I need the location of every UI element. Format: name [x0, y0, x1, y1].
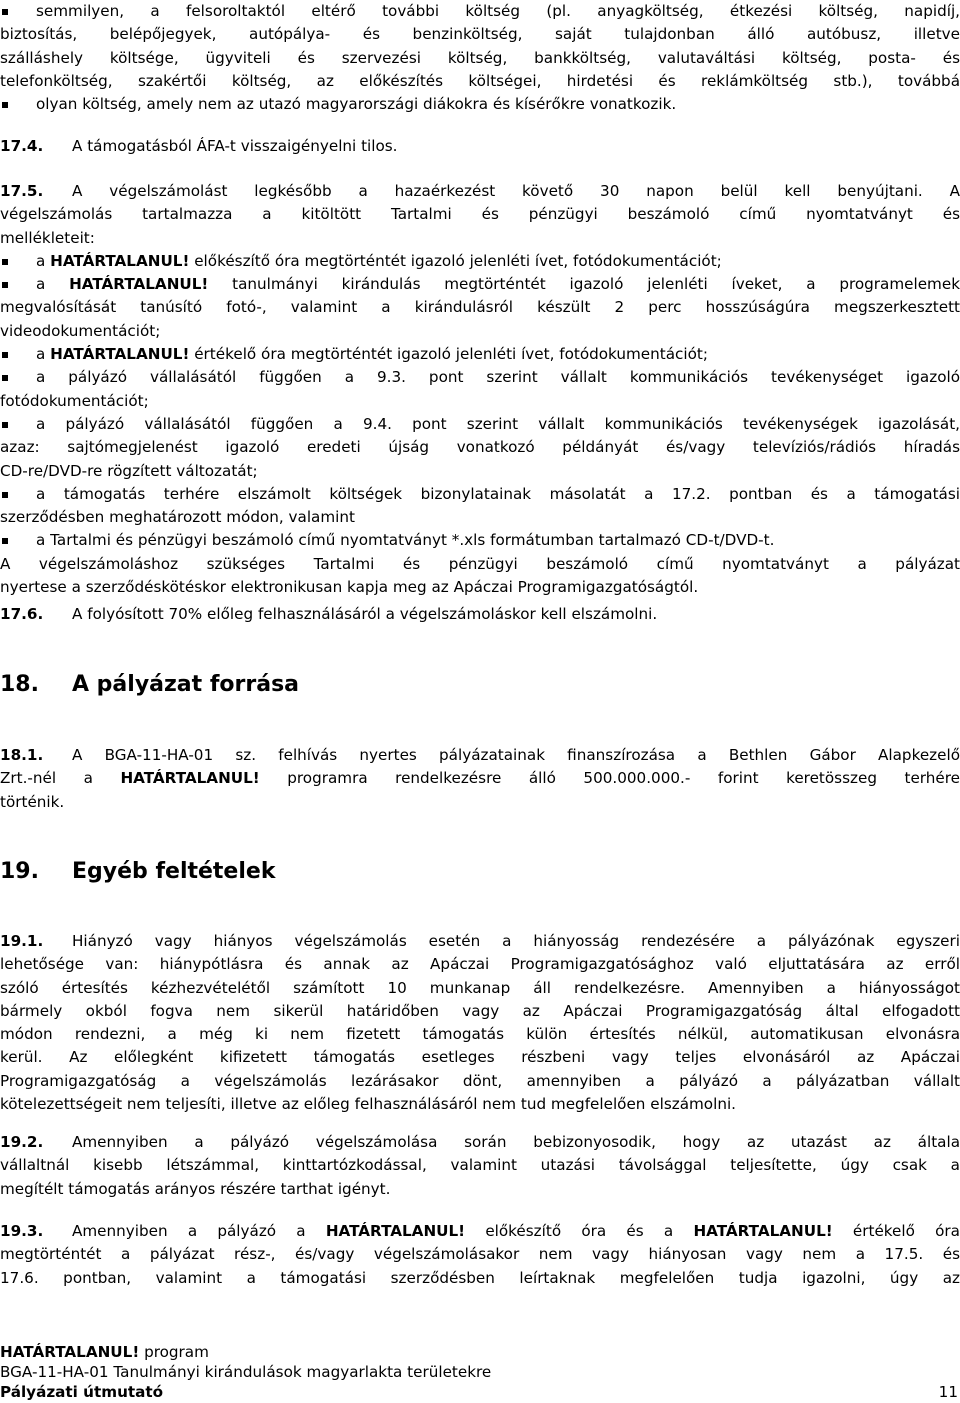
- text-line: bármely okból fogva nem sikerül határidőben vagy az Apáczai Programigazgatóság által elfogadott: [0, 1001, 960, 1020]
- bullet-square-icon: [2, 538, 8, 544]
- brand-text: HATÁRTALANUL!: [69, 275, 209, 294]
- text-line: Hiányzó vagy hiányos végelszámolás esetén a hiányosság rendezésére a pályázónak egyszeri: [72, 932, 960, 950]
- text-line: azaz: sajtómegjelenést igazoló eredeti újság vonatkozó példányát és/vagy televíziós/rádiós híradás: [0, 438, 960, 457]
- bullet-square-icon: [2, 492, 8, 498]
- heading-18: [0, 670, 960, 700]
- section-18-1: [0, 744, 960, 814]
- text-line: Amennyiben a pályázó végelszámolása során bebizonyosodik, hogy az utazást az általa: [72, 1133, 960, 1151]
- text-line: megítélt támogatás arányos részére tarthat igényt.: [0, 1179, 391, 1198]
- section-19-1: [0, 930, 960, 1116]
- brand-text: HATÁRTALANUL!: [693, 1222, 833, 1240]
- text-line: lehetősége van: hiánypótlásra és annak az Apáczai Programigazgatósághoz való eljuttatására az erről: [0, 955, 960, 974]
- footer-doc-row: [0, 1382, 960, 1402]
- section-number: 17.6.: [0, 605, 44, 623]
- list-item: a HATÁRTALANUL! értékelő óra megtörténtét igazoló jelenléti ívet, fotódokumentációt;: [0, 343, 960, 366]
- brand-text: HATÁRTALANUL!: [50, 251, 190, 270]
- section-number: 18.1.: [0, 746, 44, 764]
- text-line: CD-re/DVD-re rögzített változatát;: [0, 461, 258, 480]
- text-line: semmilyen, a felsoroltaktól eltérő további költség (pl. anyagköltség, étkezési költség, napidíj,: [36, 2, 960, 20]
- text-line: 17.6. pontban, valamint a támogatási szerződésben leírtaknak megfelelően tudja igazolni, úgy az: [0, 1268, 960, 1287]
- text-line: Zrt.-nél a HATÁRTALANUL! programra rendelkezésre álló 500.000.000.- forint keretösszeg terhére: [0, 769, 960, 788]
- text-line: történik.: [0, 792, 65, 811]
- bullet-square-icon: [2, 259, 8, 265]
- text-line: A végelszámolást legkésőbb a hazaérkezést követő 30 napon belül kell benyújtani. A: [72, 182, 960, 200]
- bullet-square-icon: [2, 422, 8, 428]
- footer-brand: HATÁRTALANUL!: [0, 1343, 140, 1361]
- section-number: 17.4.: [0, 137, 44, 155]
- text-line: telefonköltség, szakértői költség, az előkészítés költségei, hirdetési és reklámköltség stb.), továbbá: [0, 71, 960, 90]
- section-19-2: [0, 1131, 960, 1201]
- heading-19: [0, 857, 960, 887]
- text-line: megvalósítását tanúsító fotó-, valamint a kirándulásról készült 2 perc hosszúságúra megszerkesztett: [0, 298, 960, 317]
- section-19-3: 19.3. Amennyiben a pályázó a HATÁRTALANUL! előkészítő óra és a HATÁRTALANUL! értékelő óra megtörténtét a pályázat rész-, és/vagy végelszámolásakor nem vagy hiányosan vagy nem a 17.5. és 17.6. pontban, valamint a támogatási szerződésben leírtaknak megfelelően tudja igazolni, úgy az: [0, 1220, 960, 1290]
- list-item: a HATÁRTALANUL! tanulmányi kirándulás megtörténtét igazoló jelenléti íveket, a programelemek: [0, 273, 960, 296]
- section-number: 17.5.: [0, 182, 44, 200]
- text-line: módon rendezni, a még ki nem fizetett támogatás külön értesítés nélkül, automatikusan elvonásra: [0, 1025, 960, 1044]
- heading-title: A pályázat forrása: [72, 672, 300, 697]
- footer-subtitle: BGA-11-HA-01 Tanulmányi kirándulások magyarlakta területekre: [0, 1363, 492, 1381]
- bullet-square-icon: [2, 282, 8, 288]
- text-line: végelszámolás tartalmazza a kitöltött Tartalmi és pénzügyi beszámoló című nyomtatványt és: [0, 205, 960, 224]
- section-number: 19.1.: [0, 932, 44, 950]
- list-item: a Tartalmi és pénzügyi beszámoló című nyomtatványt *.xls formátumban tartalmazó CD-t/DVD-t.: [0, 529, 960, 552]
- text-line: fotódokumentációt;: [0, 391, 149, 410]
- list-item: a HATÁRTALANUL! előkészítő óra megtörténtét igazoló jelenléti ívet, fotódokumentációt;: [0, 250, 960, 273]
- paragraph-text: A támogatásból ÁFA-t visszaigényelni tilos.: [72, 137, 398, 155]
- text-line: A BGA-11-HA-01 sz. felhívás nyertes pályázatainak finanszírozása a Bethlen Gábor Alapkezelő: [72, 746, 960, 764]
- list-item: [0, 0, 960, 23]
- footer-program-word: program: [139, 1343, 209, 1361]
- bullet-square-icon: [2, 102, 8, 108]
- list-item: [0, 93, 960, 116]
- text-line: szálláshely költsége, ügyviteli és szervezési költség, bankköltség, valutaváltási költség, posta- és: [0, 48, 960, 67]
- heading-number: 18.: [0, 672, 39, 697]
- section-number: 19.2.: [0, 1133, 44, 1151]
- section-number: 19.3.: [0, 1222, 44, 1240]
- footer-doc-title: Pályázati útmutató: [0, 1383, 164, 1401]
- text-line: videodokumentációt;: [0, 321, 161, 340]
- list-item: a pályázó vállalásától függően a 9.3. pont szerint vállalt kommunikációs tevékenységet igazoló: [0, 366, 960, 389]
- text-line: Programigazgatóság a végelszámolás lezárásakor dönt, amennyiben a pályázó a pályázatban vállalt: [0, 1071, 960, 1090]
- bullet-square-icon: [2, 9, 8, 15]
- section-17-4: [0, 135, 960, 158]
- brand-text: HATÁRTALANUL!: [50, 345, 190, 364]
- text-line: szóló értesítés kézhezvételétől számított 10 munkanap áll rendelkezésre. Amennyiben a hiányosságot: [0, 978, 960, 997]
- section-17-5: [0, 180, 960, 599]
- brand-text: HATÁRTALANUL!: [325, 1222, 466, 1240]
- text-line: vállaltnál kisebb létszámmal, kinttartózkodással, valamint utazási távolsággal teljesítette, úgy csak a: [0, 1156, 960, 1175]
- section-17-6: [0, 603, 960, 626]
- text-line: biztosítás, belépőjegyek, autópálya- és benzinköltség, saját tulajdonban álló autóbusz, illetve: [0, 25, 960, 44]
- text-line: kötelezettségeit nem teljesíti, illetve az előleg felhasználásáról nem tud megfelelően elszámolni.: [0, 1095, 736, 1114]
- text-line: nyertese a szerződéskötéskor elektronikusan kapja meg az Apáczai Programigazgatóságtól.: [0, 578, 699, 597]
- text-line: A végelszámoláshoz szükséges Tartalmi és pénzügyi beszámoló című nyomtatványt a pályázat: [0, 554, 960, 573]
- brand-text: HATÁRTALANUL!: [120, 769, 260, 788]
- text-line: szerződésben meghatározott módon, valamint: [0, 508, 355, 527]
- footer-program: [0, 1342, 960, 1362]
- paragraph-text: A folyósított 70% előleg felhasználásáról a végelszámoláskor kell elszámolni.: [72, 605, 658, 623]
- bullet-square-icon: [2, 375, 8, 381]
- text-line: mellékleteit:: [0, 228, 95, 247]
- list-item: a pályázó vállalásától függően a 9.4. pont szerint vállalt kommunikációs tevékenységek igazolását,: [0, 413, 960, 436]
- page-number: 11: [938, 1383, 958, 1401]
- intro-list: [0, 0, 960, 116]
- bullet-square-icon: [2, 352, 8, 358]
- text-line: kerül. Az előlegként kifizetett támogatás esetleges részbeni vagy teljes elvonásáról az Apáczai: [0, 1048, 960, 1067]
- page-footer: [0, 1342, 960, 1402]
- heading-title: Egyéb feltételek: [72, 859, 276, 884]
- heading-number: 19.: [0, 859, 39, 884]
- list-item: a támogatás terhére elszámolt költségek bizonylatainak másolatát a 17.2. pontban és a támogatási: [0, 483, 960, 506]
- text-line: olyan költség, amely nem az utazó magyarországi diákokra és kísérőkre vonatkozik.: [36, 95, 677, 114]
- text-line: megtörténtét a pályázat rész-, és/vagy végelszámolásakor nem vagy hiányosan vagy nem a 17.5. és: [0, 1245, 960, 1264]
